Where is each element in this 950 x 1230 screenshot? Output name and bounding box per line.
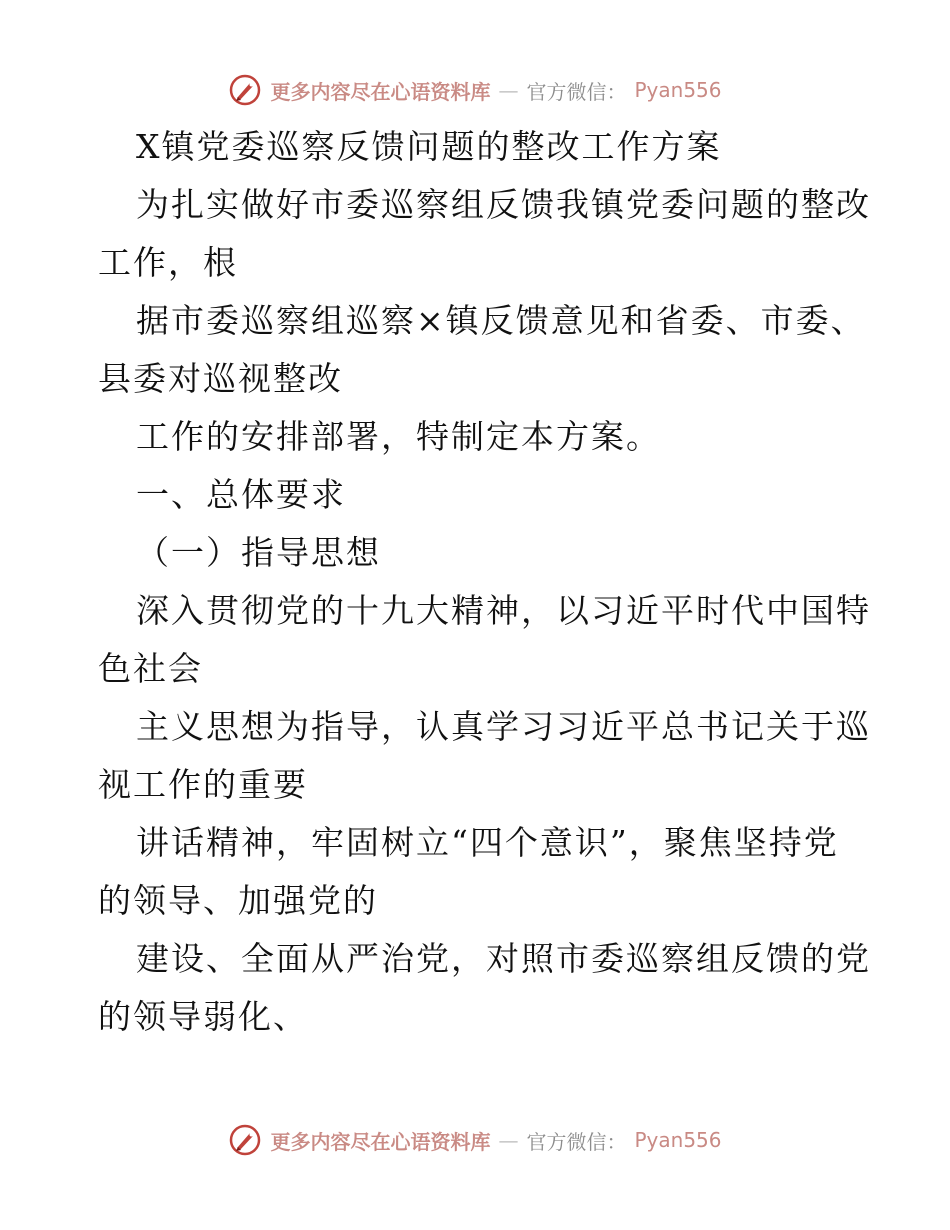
footer-watermark — [0, 1120, 950, 1160]
paragraph-line: 深入贯彻党的十九大精神，以习近平时代中国特 — [136, 591, 871, 630]
paragraph-line: 的领导弱化、 — [98, 997, 308, 1036]
paragraph-line: 为扎实做好市委巡察组反馈我镇党委问题的整改 — [136, 185, 871, 224]
document-title: X镇党委巡察反馈问题的整改工作方案 — [136, 127, 722, 166]
pen-in-circle-icon — [228, 73, 262, 107]
paragraph-line: 的领导、加强党的 — [98, 881, 378, 920]
subsection-heading: （一）指导思想 — [136, 533, 381, 572]
paragraph-line: 据市委巡察组巡察×镇反馈意见和省委、市委、 — [136, 301, 866, 340]
watermark-wechat-id: Pyan556 — [634, 78, 722, 102]
paragraph-line: 讲话精神，牢固树立“四个意识”，聚焦坚持党 — [136, 823, 839, 862]
pen-in-circle-icon — [228, 1123, 262, 1157]
watermark-dash: — — [498, 1128, 519, 1152]
watermark-brand: 更多内容尽在心语资料库 — [270, 79, 491, 104]
paragraph-line: 主义思想为指导，认真学习习近平总书记关于巡 — [136, 707, 871, 746]
paragraph-line: 县委对巡视整改 — [98, 359, 343, 398]
paragraph-line: 工作的安排部署，特制定本方案。 — [136, 417, 661, 456]
watermark-dash: — — [498, 78, 519, 102]
watermark-wechat-id: Pyan556 — [634, 1128, 722, 1152]
paragraph-line: 色社会 — [98, 649, 203, 688]
header-watermark — [0, 70, 950, 110]
watermark-wechat-label: 官方微信： — [526, 1129, 627, 1154]
paragraph-line: 工作，根 — [98, 243, 238, 282]
watermark-wechat-label: 官方微信： — [526, 79, 627, 104]
document-body — [98, 118, 871, 1046]
section-heading: 一、总体要求 — [136, 475, 346, 514]
paragraph-line: 视工作的重要 — [98, 765, 308, 804]
watermark-brand: 更多内容尽在心语资料库 — [270, 1129, 491, 1154]
paragraph-line: 建设、全面从严治党，对照市委巡察组反馈的党 — [136, 939, 871, 978]
